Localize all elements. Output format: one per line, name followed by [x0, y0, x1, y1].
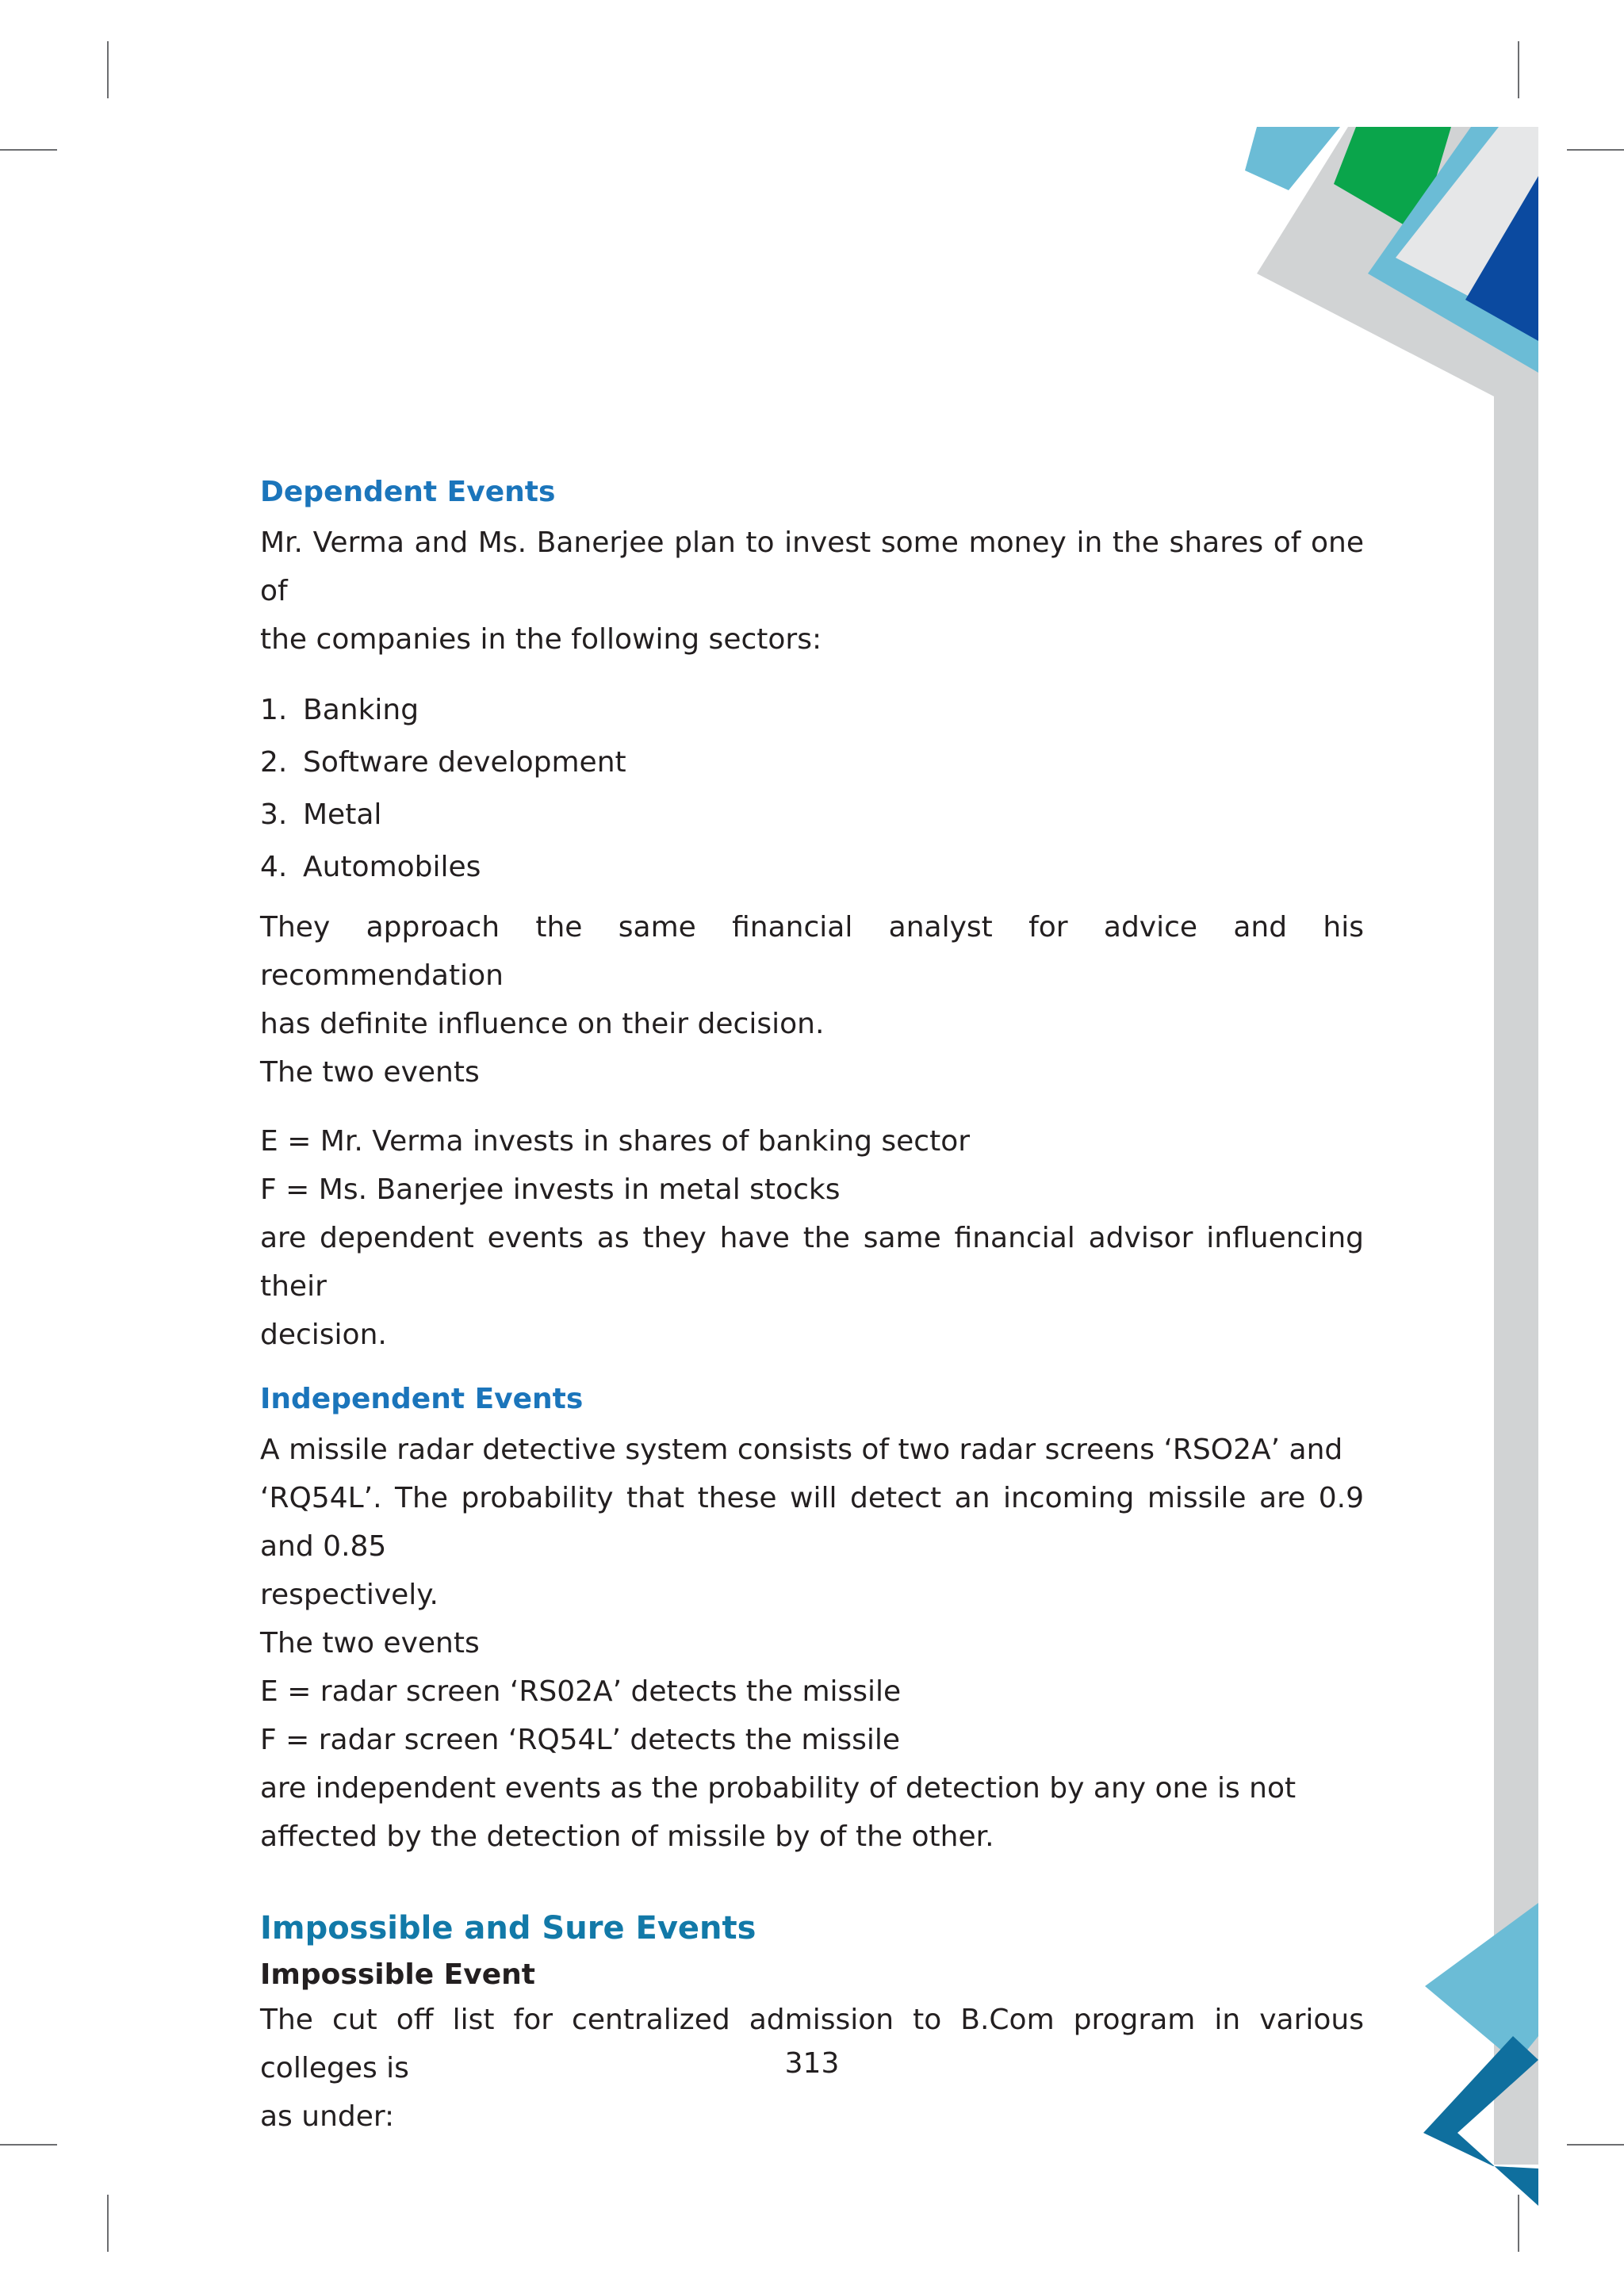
list-item [260, 841, 1364, 894]
list-item [260, 684, 1364, 737]
dependent-conclusion-line-1: are dependent events as they have the same financial advisor influencing their [260, 1222, 1364, 1303]
independent-events-heading: Independent Events [260, 1383, 584, 1415]
dependent-events-heading: Dependent Events [260, 476, 556, 508]
dependent-event-f: F = Ms. Banerjee invests in metal stocks [260, 1173, 841, 1206]
impossible-body-line-1: The cut off list for centralized admission to B.Com program in various colleges is [260, 2004, 1364, 2084]
decoration-side-band [1494, 381, 1538, 2165]
page-content [260, 466, 1364, 2141]
list-item-number: 2. [260, 746, 288, 779]
independent-two-events: The two events [260, 1627, 480, 1659]
independent-intro-line-1: A missile radar detective system consists of two radar screens ‘RSO2A’ and [260, 1434, 1343, 1466]
impossible-body-line-2: as under: [260, 2100, 395, 2133]
list-item-number: 3. [260, 798, 288, 831]
independent-conclusion-line-2: affected by the detection of missile by of the other. [260, 1820, 994, 1853]
dependent-event-e: E = Mr. Verma invests in shares of banking sector [260, 1125, 971, 1158]
dependent-conclusion-line-2: decision. [260, 1319, 387, 1351]
independent-intro-line-3: respectively. [260, 1579, 439, 1611]
dependent-two-events: The two events [260, 1056, 480, 1089]
list-item [260, 789, 1364, 841]
dependent-body-line-1: They approach the same financial analyst for advice and his recommendation [260, 911, 1364, 992]
impossible-event-subheading: Impossible Event [260, 1958, 535, 1991]
page-number: 313 [784, 2047, 840, 2080]
list-item-label: Metal [303, 798, 382, 831]
independent-event-e: E = radar screen ‘RS02A’ detects the missile [260, 1675, 902, 1708]
independent-event-f: F = radar screen ‘RQ54L’ detects the missile [260, 1724, 901, 1756]
list-item-label: Banking [303, 694, 419, 726]
impossible-sure-events-heading: Impossible and Sure Events [260, 1910, 756, 1947]
sector-list [260, 684, 1364, 894]
independent-intro-line-2: ‘RQ54L’. The probability that these will detect an incoming missile are 0.9 and 0.85 [260, 1482, 1364, 1563]
independent-conclusion-line-1: are independent events as the probability of detection by any one is not [260, 1772, 1297, 1805]
list-item-label: Automobiles [303, 851, 481, 883]
list-item-label: Software development [303, 746, 626, 779]
list-item-number: 4. [260, 851, 288, 883]
list-item-number: 1. [260, 694, 288, 726]
dependent-body-line-2: has definite influence on their decision. [260, 1008, 825, 1040]
list-item [260, 737, 1364, 789]
dependent-intro-line-2: the companies in the following sectors: [260, 623, 822, 656]
dependent-intro-line-1: Mr. Verma and Ms. Banerjee plan to invest some money in the shares of one of [260, 526, 1364, 607]
